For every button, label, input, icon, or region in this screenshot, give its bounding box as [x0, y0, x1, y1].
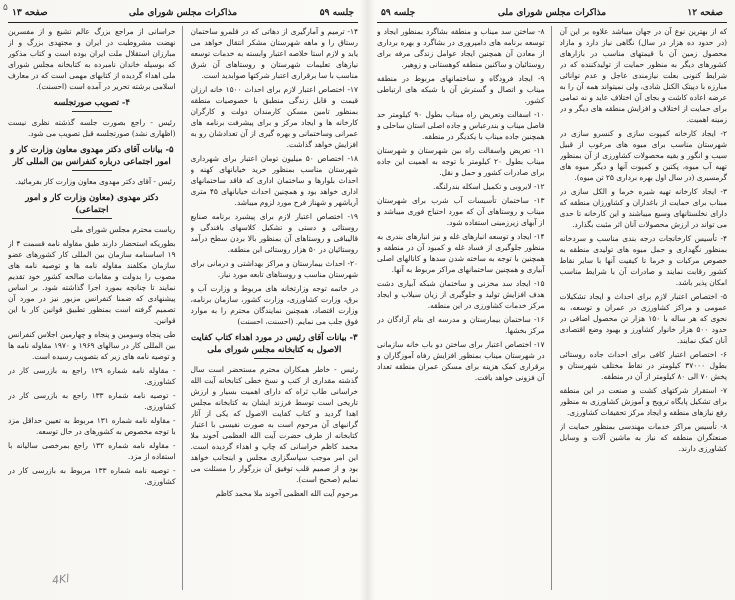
paragraph: رئیس - خاطر همکاران محترم مستحضر است سال گذشته مقداری از کتب و نسخ خطی کتابخانه آیت الله خراسانی طاب ثراه که دارای اهمیت بسیار و ارزش تاریخی است توسط فرزند ایشان به کتابخانه مجلس اهدا گردید و کتاب کفایت الاصول که یکی از آثار گرانبهای آن مرحوم است به صورت نفیسی با اعتبار کتابخانه از طرف حضرت آیت الله العظمی آخوند ملا محمد کاظم خراسانی که چاپ و اهداء گردیده است. این امر موجب سپاسگزاری مجلس و اینجانب خواهد بود و از صمیم قلب توفیق آن بزرگوار را مسئلت می نمایم (صحیح است). — [190, 365, 358, 484]
paragraph: ۶- اختصاص اعتبار کافی برای احداث جاده روستائی بطول ۳۷۰۰۰ کیلومتر در نقاط مختلف شهرستان و پخش ۷۰ الی ۸۰ کیلومتر از آن در منطقه. — [559, 350, 727, 381]
paragraph: ۱۰- اسفالت وتعریض راه میناب بطول ۹۰ کیلومتر حد فاصل میناب و بندرعباس و جاده اصلی استان ساحلی و همچنین جاده میناب با یکدیگر در منطقه. — [377, 110, 545, 141]
paragraph: خراسانی از مراجع بزرگ عالم تشیع و از مفسرین نهضت مشروطیت در ایران و مجتهدی بزرگ و از مبارزان استقلال ملت ایران بوده است و کتاب مذکور که بوسیله خاندان نامبرده به کتابخانه مجلس شورای ملی اهداء گردیده از کتابهای مهمی است که در معارف اسلامی برشته تحریر در آمده است (احسنت). — [8, 27, 176, 91]
paragraph: - توصیه نامه شماره ۱۳۳ مربوط به بازرسی کار در کشاورزی. — [8, 466, 176, 486]
right-page-column-right — [560, 26, 728, 590]
paragraph: رئیس - راجع بصورت جلسه گذشته نظری نیست (اظهاری نشد) صورتجلسه قبل تصویب می شود. — [8, 118, 176, 138]
paragraph: ۱۲- لایروبی و تکمیل اسکله بندرلنگه. — [433, 182, 545, 191]
paragraph: ۱۴- ایجاد و توسعه انبارهای غله و نیز انبارهای بندری به منظور جلوگیری از فساد غله و کمبود آن در منطقه و همچنین با توجه به ساخته شدن سدها و کانالهای اصلی آبیاری و همچنین ساختمانهای مراکز مربوط به آنها. — [377, 232, 545, 274]
paragraph: ۱۵- ایجاد سد مخزنی و ساختمان شبکه آبیاری دشت هدف افزایش تولید و جلوگیری از زیان سیلاب و ایجاد مرکز خدمات کشاورزی در این منطقه. — [377, 279, 545, 310]
section-divider — [72, 218, 112, 219]
left-page-title: مذاکرات مجلس شورای ملی — [128, 8, 238, 18]
paragraph: - مقاوله نامه شماره ۱۳۱ مربوط به تعیین حداقل مزد با توجه مخصوص به کشورهای در حال توسعه. — [8, 416, 176, 436]
paragraph: ۴- تأسیس کارخانجات درجه بندی مناسب و سردخانه بمنظور نگهداری و حمل میوه های تولیدی منطقه به خصوص مرکبات و خرما تا کیفیت آنها با سایر نقاط کشور رقابت نمایند و صادرات آن با شرایط مناسب امکان پذیر باشد. — [559, 234, 727, 287]
paragraph: ریاست محترم مجلس شورای ملی — [70, 225, 176, 234]
paragraph: ۱۶- ساختمان بیمارستان و مدرسه ای بنام آزادگان در مرکز بخشها. — [377, 315, 545, 335]
section-divider — [72, 170, 112, 171]
paragraph: ۲۰- احداث بیمارستان و مراکز بهداشتی و درمانی برای شهرستان مناسب و روستاهای تابعه مورد نیاز. — [190, 259, 358, 279]
paragraph: - مقاوله نامه شماره ۱۲۹ راجع به بازرسی کار در کشاورزی. — [8, 366, 176, 386]
right-page-header — [377, 6, 727, 23]
paragraph: - مقاوله نامه شماره ۱۳۲ راجع بمرخصی سالیانه با استفاده از مزد. — [8, 441, 176, 461]
handwritten-margin-note: 4Kl — [51, 571, 71, 588]
paragraph: در خاتمه توجه وزارتخانه های مربوط و وزارت آب و برق، وزارت کشاورزی، وزارت کشور، سازمان برنامه، وزارت اقتصاد، همچنین نمایندگان محترم را به موارد فوق جلب می نمایم. (احسنت، احسنت) — [190, 284, 358, 326]
paragraph: ۱۹- اختصاص اعتبار لازم برای پیشبرد برنامه صنایع روستائی و دستی و تشکیل کلاسهای بافندگی و قالیبافی و روستاهای آن بمنظور بالا بردن سطح درآمد روستائیان در ۵۰ هزار روستائی این منطقه. — [190, 212, 358, 254]
paragraph: ۷- استقرار شرکتهای کشت و صنعت در این منطقه برای تشکیل پایگاه ترویج و آموزش کشاورزی به منظور رفع نیازهای منطقه و ایجاد مرکز تحقیقات کشاورزی. — [559, 386, 727, 417]
section-heading: ۵- بیانات آقای دکتر مهدوی معاون وزارت کار و امور اجتماعی درباره کنفرانس بین المللی کار — [10, 144, 174, 166]
right-page-title: مذاکرات مجلس شورای ملی — [497, 8, 607, 18]
paragraph: که از بهترین نوع آن در جهان میباشد علاوه بر این آن (در حدود ده هزار در سال) نگاهی نیاز دارد و مازاد محصول زمین آن با قیمتهای مناسب در بازارهای کشورهای دیگر به منظور حمایت از تولیدکننده که در شرایط کنونی بعلت نیازمندی عاجل و عدم توانائی مبارزه با دپیتک الکنل شادی، ولی نمیتواند همه آن را به عرضه اعاده کاشت و بجای آن اختلاف عاید و نه تمامی برای حمایت از اختلاف و افزایش منطقه های دیگر و در زمینه اهمیت. — [559, 27, 727, 124]
paragraph: ۱۷- اختصاص اعتبار برای ساختن دو باب خانه سازمانی در شهرستان میناب بمنظور افزایش رفاه آموزگاران و برقراری کمک هزینه برای مسکن عمران منطقه تعداد آن فزونی خواهد یافت. — [377, 340, 545, 382]
paragraph: ۲- ایجاد کارخانه کمپوت سازی و کنسرو سازی در شهرستان مناسب برای میوه های مرغوب از قبیل سیب و انگور و بقیه محصولات کشاورزی از آن بمنظور تهیه آب میوه، پکتین و کمپوت آنها و دیگر میوه های گرمسیری (در سال اول بهره برداری ۲۵ تن میوه). — [559, 129, 727, 182]
left-page-column-left — [8, 26, 183, 590]
corner-mark: ۵ — [3, 3, 8, 13]
right-page-number: صفحه ۱۲ — [687, 8, 723, 18]
paragraph: ۳- ایجاد کارخانه تهیه شیره خرما و الکل سازی در مبناب برای حمایت از باغداران و کشاورزان منطقه که دارای نخلستانهای وسیع میباشند و این کارخانه تا حدی می تواند در ارزش محصولات آنان اثر مثبت بگذارد. — [559, 187, 727, 229]
paragraph: ۱۷- اختصاص اعتبار لازم برای احداث ۱۵۰۰ خانه ارزان قیمت و قابل زندگی منطبق با خصوصیات منطقه بمنظور تامین مسکن کارمندان دولت و کارگران کارخانه ها و ایجاد مرکز و برای پیشرفت برنامه های عمرانی وساختمانی و بهره گیری از آن تعدادشان رو به افزایش خواهد گذاشت. — [190, 85, 358, 149]
right-page — [371, 0, 733, 600]
paragraph: مرحوم آیت الله العظمی آخوند ملا محمد کاظم — [215, 489, 358, 498]
section-heading: دکتر مهدوی (معاون وزارت کار و امور اجتماعی) — [25, 192, 159, 214]
left-page — [2, 0, 364, 600]
paragraph: بطوریکه استحضار دارند طبق مقاوله نامه قسمت ۴ از ۱۹ اساسنامه سازمان بین المللی کار کشورهای عضو سازمان مکلفند مقاوله نامه ها و توصیه نامه های مصوب را بدولت و مقامات صالحه کشور خود تقدیم نمایند تا چنانچه بمورد اجرا گذاشته شود. بر اساس پیشنهادی که ضمنا کنفرانس مزبور نیز در مورد آن تصمیم گرفته است بمنظور تطبیق قوانین کار با این قوانین. — [8, 239, 176, 325]
paragraph: ۱۳- ساختمان تأسیسات آب شرب برای شهرستان میناب و روستاهای آن که مورد احتیاج فوری میباشد و از آبهای زیرزمینی استفاده شود. — [377, 196, 545, 227]
left-page-label: جلسه ۵۹ — [319, 8, 354, 18]
left-page-header — [8, 6, 358, 23]
paragraph: - توصیه نامه شماره ۱۳۳ راجع به بازرسی کار در کشاورزی. — [8, 391, 176, 411]
right-page-column-left — [377, 26, 552, 590]
paragraph: ۹- ایجاد فرودگاه و ساختمانهای مربوط در منطقه میناب و اتصال و گسترش آن با شبکه های ارتباطی کشور. — [377, 74, 545, 105]
section-divider — [254, 358, 294, 359]
section-heading: ۳- بیانات آقای رئیس در مورد اهداء کتاب کفایت الاصول به کتابخانه مجلس شورای ملی — [190, 332, 358, 354]
section-divider — [72, 111, 112, 112]
section-heading: ۴- تصویب صورتجلسه — [53, 97, 130, 107]
right-page-session: جلسه ۵۹ — [381, 8, 416, 18]
paragraph: ۱۸- اختصاص ۵۰ میلیون تومان اعتبار برای شهرداری شهرستان مناسب بمنظور خرید خیابانهای کهنه و احداث بلوارها و ساختمان اداری که فاقد ساختمانهای اداری خواهد بود و همچنین احداث خیابانهای ۴۵ متری آریاشهر و شهناز فرح مورد لزوم میباشد. — [190, 154, 358, 207]
paragraph: ۵- اختصاص اعتبار لازم برای احداث و ایجاد تشکیلات عمومی و مراکز کشاورزی در عمران و توسعه، به نحوی که هر ساله با ۱۵۰ هزار تن محصول اضافی در حدود ۵۰۰ هزار خانوار کشاورز و بهبود وضع اقتصادی آنان کمک نمایند. — [559, 292, 727, 345]
paragraph: طی پنجاه وسومین و پنجاه و چهارمین اجلاس کنفرانس بین المللی کار در سالهای ۱۹۶۹ و ۱۹۷۰ مقاوله نامه ها و توصیه نامه های زیر که بتصویب رسیده است. — [8, 330, 176, 361]
paragraph: رئیس - آقای دکتر مهدوی معاون وزارت کار بفرمائید. — [15, 177, 176, 186]
paragraph: ۸- ساختن سد میناب و منطقه بشاگرد بمنظور ایجاد و توسعه برنامه های دامپروری در بشاگرد و بهره برداری از معادن آن همچنین ایجاد عوامل زندگی مرفه برای روستائیان و ساکنین منطقه کوهستانی و زوهیر. — [377, 27, 545, 69]
left-page-column-right — [191, 26, 359, 590]
paragraph: ۱۴- ترمیم و آمارگیری از دهاتی که در قلمرو ساختمان رستاق را و ماهه شهرستان مشکر انتقال خواهد می یابد و لازم استا خلاصه اعتبار وابسته به خدمات توسعه نیازهای تعلیمات شهرستان و روستاهای آن شرق مناسب با سا برقراری اعتبار شرکتها صوابدید است. — [190, 27, 358, 80]
paragraph: ۸- تأسیس مراکز خدمات مهندسی بمنظور حمایت از صنعتگران منطقه که نیاز به ماشین آلات و وسایل کشاورزی دارند. — [559, 422, 727, 453]
left-page-number: صفحه ۱۳ — [12, 8, 48, 18]
paragraph: ۱۱- تعریض واسفالت راه بین شهرستان و شهرستان میناب بطول ۲۰ کیلومتر با توجه به اهمیت این جاده برای صادرات کشور و حمل و نقل. — [377, 146, 545, 177]
